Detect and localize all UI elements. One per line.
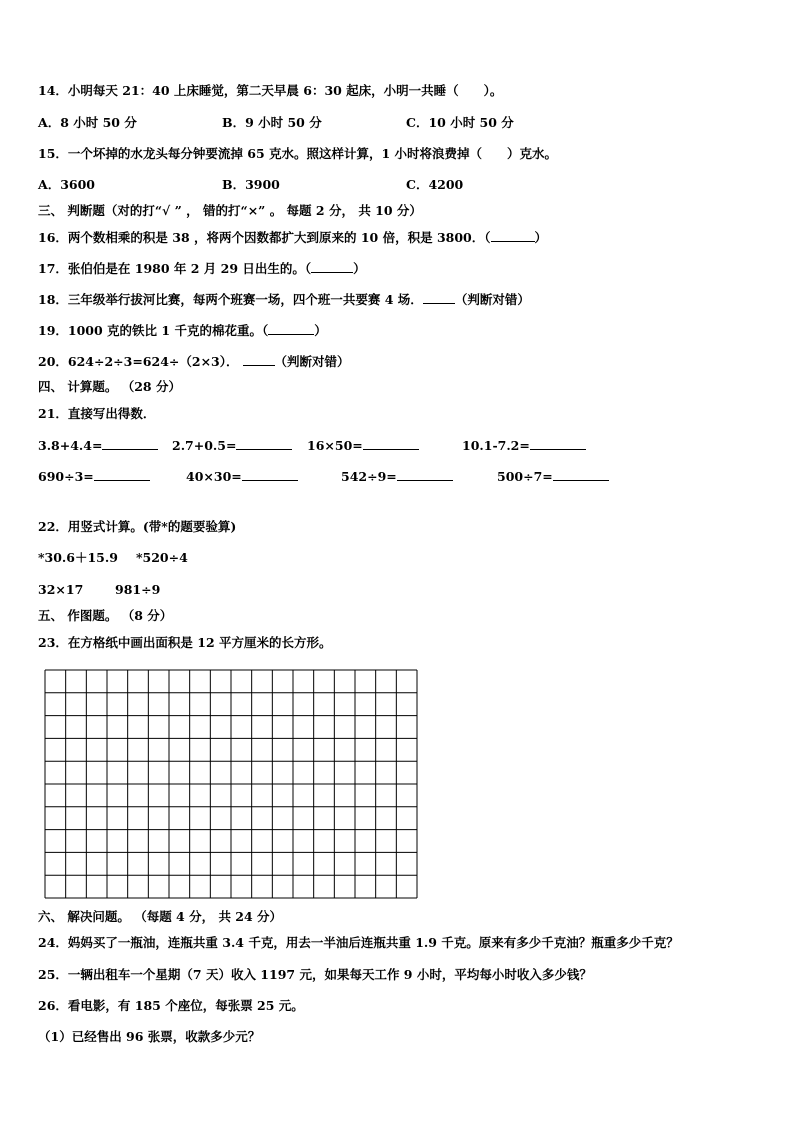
question-16 [38,229,547,246]
q21-item: 3.8+4.4= [38,437,158,454]
q21-answer-blank[interactable] [242,468,298,481]
question-17 [38,260,366,277]
q21-item: 2.7+0.5= [172,437,292,454]
q22-item: *520÷4 [136,550,188,565]
q20-tail: （判断对错） [274,354,350,369]
q18-answer-blank[interactable] [423,291,455,304]
question-21: 21．直接写出得数． [38,406,156,421]
q20-answer-blank[interactable] [243,353,275,366]
q18-tail: （判断对错） [454,292,530,307]
question-22: 22．用竖式计算。(带*的题要验算) [38,519,237,534]
q14-option-c: C．10 小时 50 分 [406,115,514,130]
q21-answer-blank[interactable] [94,468,150,481]
q21-item: 16×50= [307,437,419,454]
q19-text: 19．1000 克的铁比 1 千克的棉花重。（ [38,323,269,338]
q21-item: 500÷7= [497,468,609,485]
question-18 [38,291,530,308]
q16-tail: ） [534,230,548,245]
question-23: 23．在方格纸中画出面积是 12 平方厘米的长方形。 [38,635,332,650]
q14-option-b: B．9 小时 50 分 [222,115,322,130]
question-15: 15．一个坏掉的水龙头每分钟要流掉 65 克水。照这样计算，1 小时将浪费掉（ ）克水。 [38,146,558,161]
question-25: 25．一辆出租车一个星期（7 天）收入 1197 元，如果每天工作 9 小时，平均每小时收入多少钱？ [38,967,592,982]
q16-answer-blank[interactable] [491,229,535,242]
q15-option-b: B．3900 [222,177,280,192]
q15-option-c: C．4200 [406,177,464,192]
q22-item: 981÷9 [115,582,161,597]
q22-item: *30.6＋15.9 [38,550,118,565]
q17-text: 17．张伯伯是在 1980 年 2 月 29 日出生的。（ [38,261,312,276]
section-3-heading: 三、 判断题（对的打“√ ” ， 错的打“×” 。 每题 2 分， 共 10 分） [38,203,422,218]
question-19 [38,322,327,339]
question-24: 24．妈妈买了一瓶油，连瓶共重 3.4 千克，用去一半油后连瓶共重 1.9 千克。原来有多少千克油？瓶重多少千克？ [38,935,679,950]
q21-answer-blank[interactable] [397,468,453,481]
q21-answer-blank[interactable] [363,437,419,450]
q14-option-a: A．8 小时 50 分 [38,115,137,130]
q21-answer-blank[interactable] [102,437,158,450]
q21-item: 40×30= [186,468,298,485]
q16-text: 16．两个数相乘的积是 38 ，将两个因数都扩大到原来的 10 倍，积是 3800．（ [38,230,491,245]
q21-item: 10.1-7.2= [462,437,586,454]
q17-tail: ） [353,261,366,276]
section-4-heading: 四、 计算题。 （28 分） [38,379,181,394]
q21-answer-blank[interactable] [530,437,586,450]
question-26-part-1: （1）已经售出 96 张票，收款多少元？ [38,1029,261,1044]
q21-answer-blank[interactable] [236,437,292,450]
section-5-heading: 五、 作图题。 （8 分） [38,608,173,623]
question-20 [38,353,350,370]
q18-text: 18．三年级举行拔河比赛，每两个班赛一场，四个班一共要赛 4 场． [38,292,423,307]
q21-item: 690÷3= [38,468,150,485]
q19-answer-blank[interactable] [268,322,314,335]
q21-item: 542÷9= [341,468,453,485]
section-6-heading: 六、 解决问题。 （每题 4 分， 共 24 分） [38,909,283,924]
q22-item: 32×17 [38,582,84,597]
q20-text: 20．624÷2÷3=624÷（2×3）． [38,354,239,369]
graph-paper-grid[interactable] [44,669,418,899]
q15-option-a: A．3600 [38,177,95,192]
q17-answer-blank[interactable] [311,260,353,273]
q21-answer-blank[interactable] [553,468,609,481]
question-26: 26．看电影，有 185 个座位，每张票 25 元。 [38,998,304,1013]
q19-tail: ） [314,323,327,338]
question-14: 14．小明每天 21：40 上床睡觉，第二天早晨 6：30 起床，小明一共睡（ ）。 [38,83,503,98]
